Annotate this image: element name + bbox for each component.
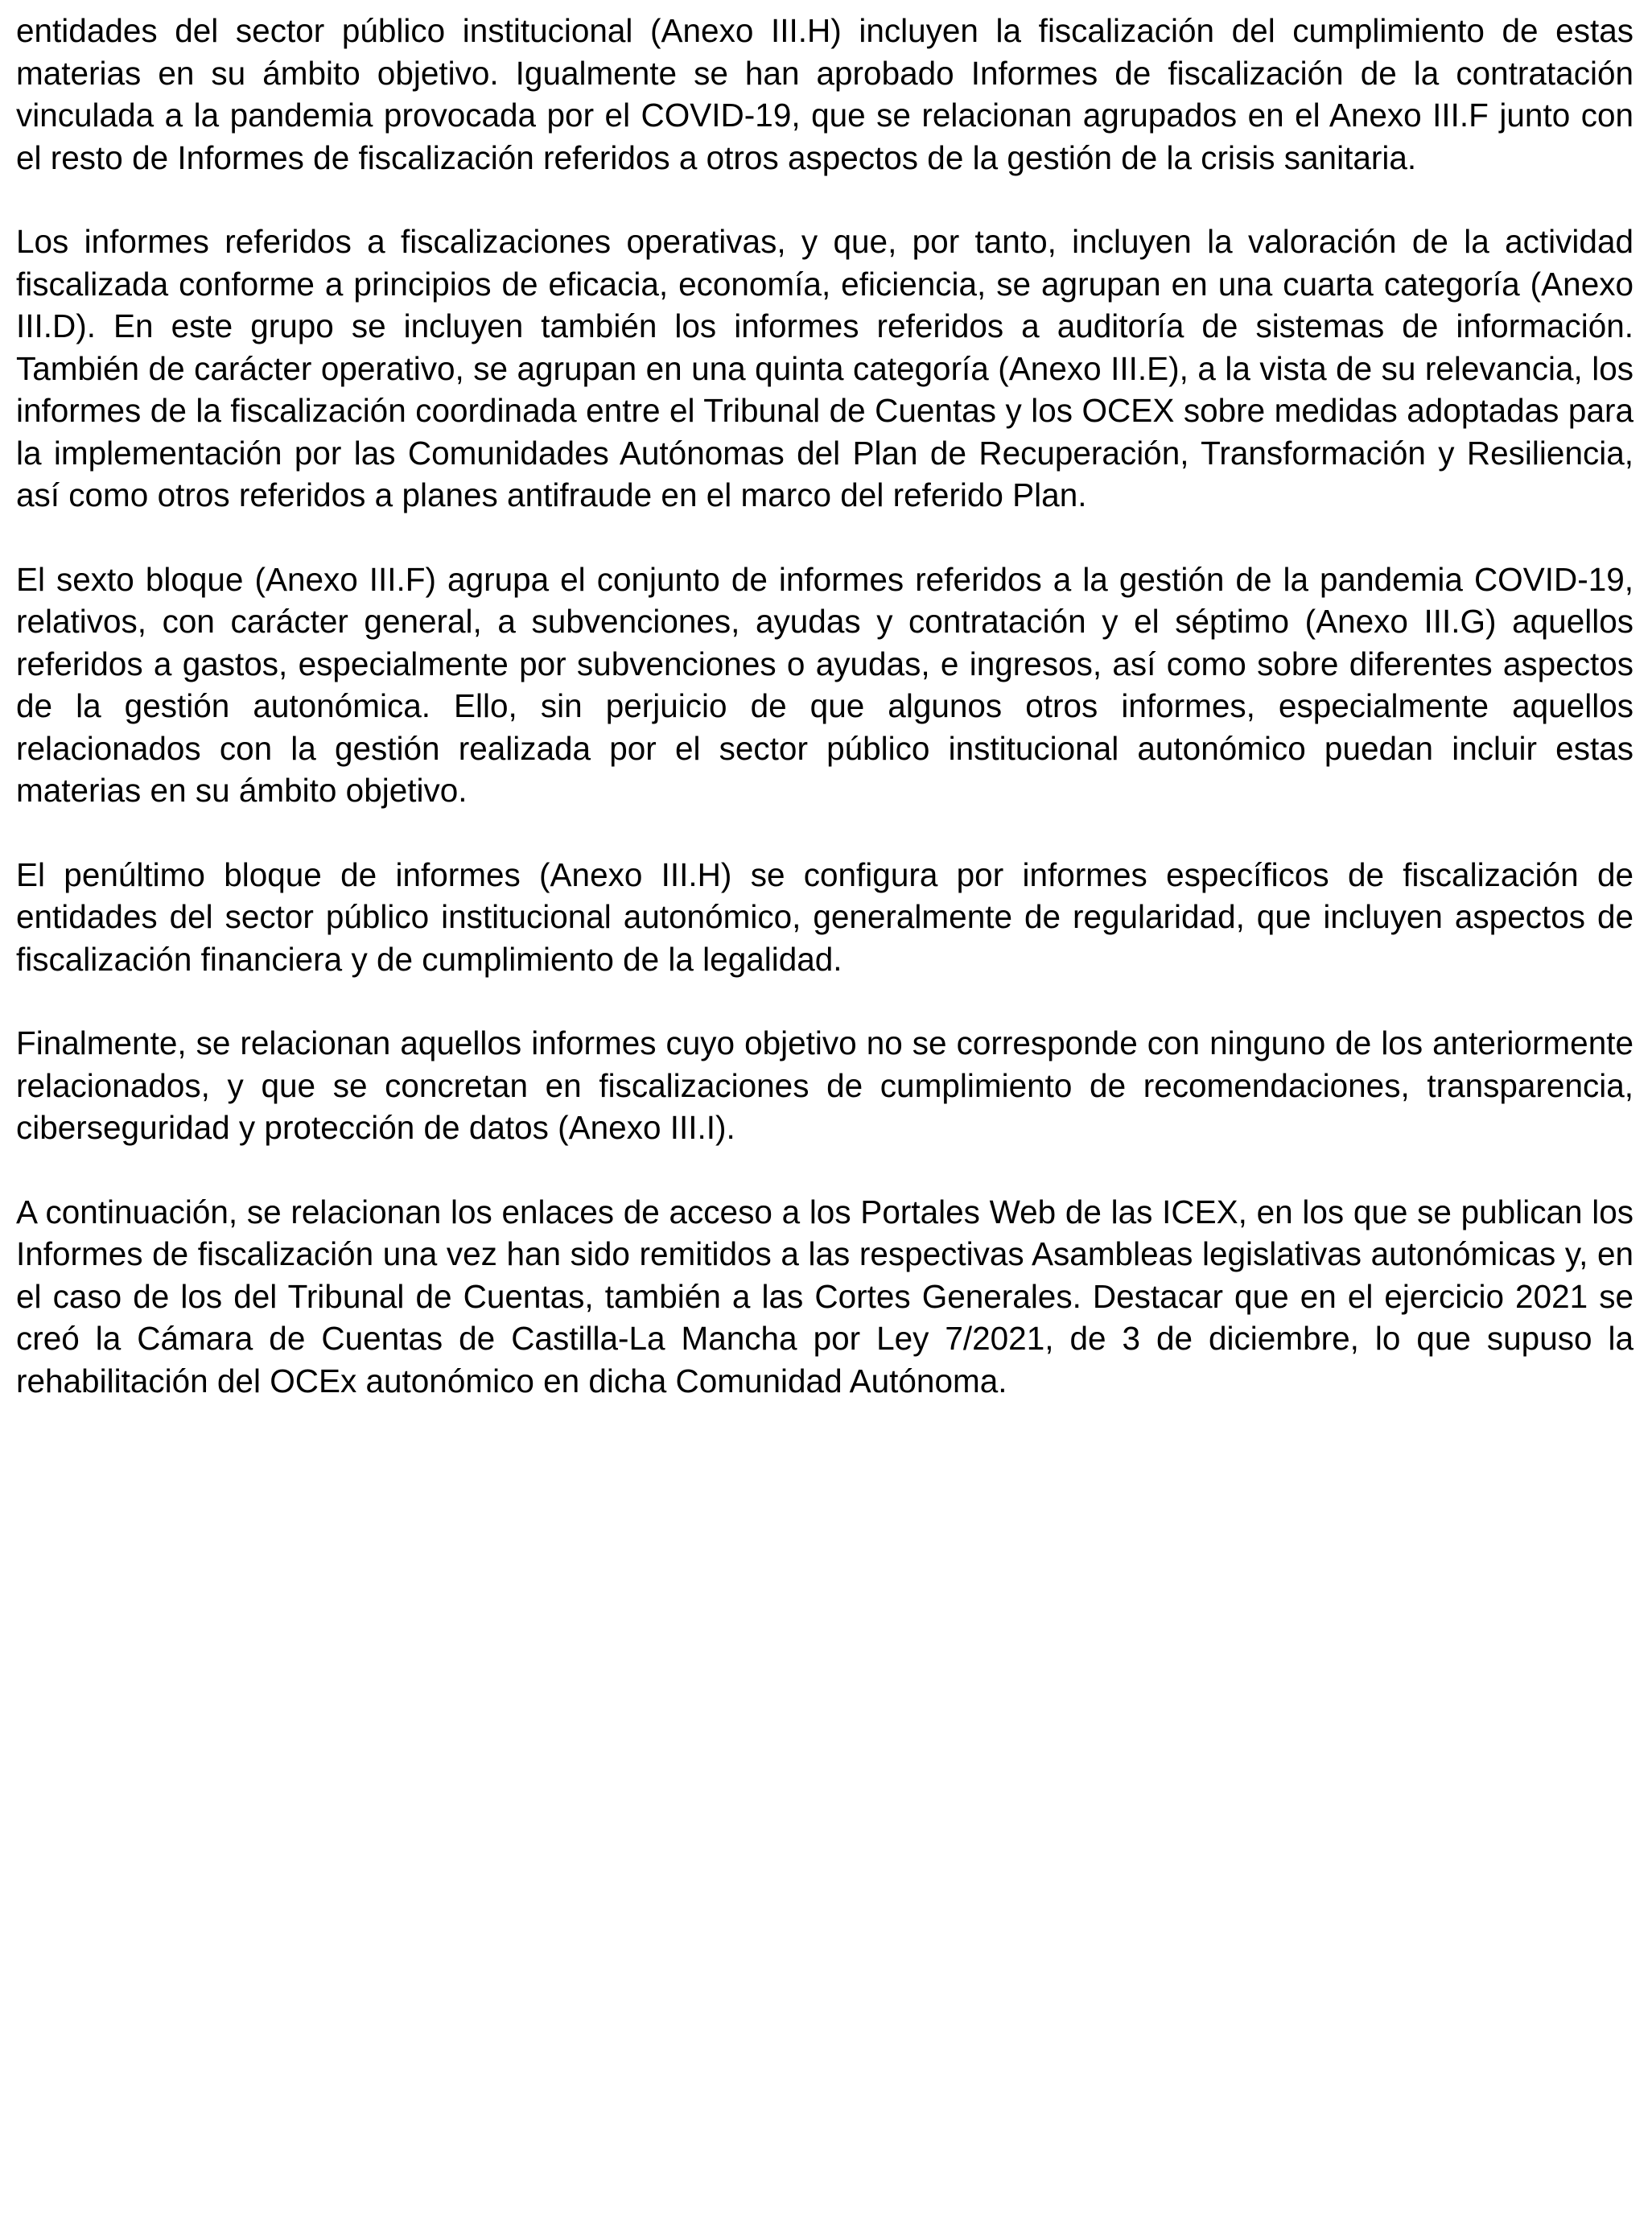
paragraph-enlaces-portales-web: A continuación, se relacionan los enlaces de acceso a los Portales Web de las ICEX, en los que se publican los Informes de fiscalización una vez han sido remitidos a las respectivas Asambleas legislativas autonómicas y, en el caso de los del Tribunal de Cuentas, también a las Cortes Generales. Destacar que en el ejercicio 2021 se creó la Cámara de Cuentas de Castilla-La Mancha por Ley 7/2021, de 3 de diciembre, lo que supuso la rehabilitación del OCEx autonómico en dicha Comunidad Autónoma. [16, 1193, 1633, 1399]
paragraph-penultimo-bloque: El penúltimo bloque de informes (Anexo III.H) se configura por informes específicos de fiscalización de entidades del sector público institucional autonómico, generalmente de regularidad, que incluyen aspectos de fiscalización financiera y de cumplimiento de la legalidad. [16, 855, 1633, 978]
paragraph-fiscalizaciones-operativas: Los informes referidos a fiscalizaciones operativas, y que, por tanto, incluyen la valoración de la actividad fiscalizada conforme a principios de eficacia, economía, eficiencia, se agrupan en una cuarta categoría (Anexo III.D). En este grupo se incluyen también los informes referidos a auditoría de sistemas de información. También de carácter operativo, se agrupan en una quinta categoría (Anexo III.E), a la vista de su relevancia, los informes de la fiscalización coordinada entre el Tribunal de Cuentas y los OCEX sobre medidas adoptadas para la implementación por las Comunidades Autónomas del Plan de Recuperación, Transformación y Resiliencia, así como otros referidos a planes antifraude en el marco del referido Plan. [16, 223, 1633, 513]
paragraph-anexo-iii-h-covid: entidades del sector público institucional (Anexo III.H) incluyen la fiscalización del cumplimiento de estas materias en su ámbito objetivo. Igualmente se han aprobado Informes de fiscalización de la contratación vinculada a la pandemia provocada por el COVID-19, que se relacionan agrupados en el Anexo III.F junto con el resto de Informes de fiscalización referidos a otros aspectos de la gestión de la crisis sanitaria. [16, 12, 1633, 176]
paragraph-finalmente: Finalmente, se relacionan aquellos informes cuyo objetivo no se corresponde con ninguno de los anteriormente relacionados, y que se concretan en fiscalizaciones de cumplimiento de recomendaciones, transparencia, ciberseguridad y protección de datos (Anexo III.I). [16, 1024, 1633, 1146]
document-page [16, 10, 1633, 1444]
paragraph-sexto-bloque: El sexto bloque (Anexo III.F) agrupa el conjunto de informes referidos a la gestión de la pandemia COVID-19, relativos, con carácter general, a subvenciones, ayudas y contratación y el séptimo (Anexo III.G) aquellos referidos a gastos, especialmente por subvenciones o ayudas, e ingresos, así como sobre diferentes aspectos de la gestión autonómica. Ello, sin perjuicio de que algunos otros informes, especialmente aquellos relacionados con la gestión realizada por el sector público institucional autonómico puedan incluir estas materias en su ámbito objetivo. [16, 560, 1633, 809]
